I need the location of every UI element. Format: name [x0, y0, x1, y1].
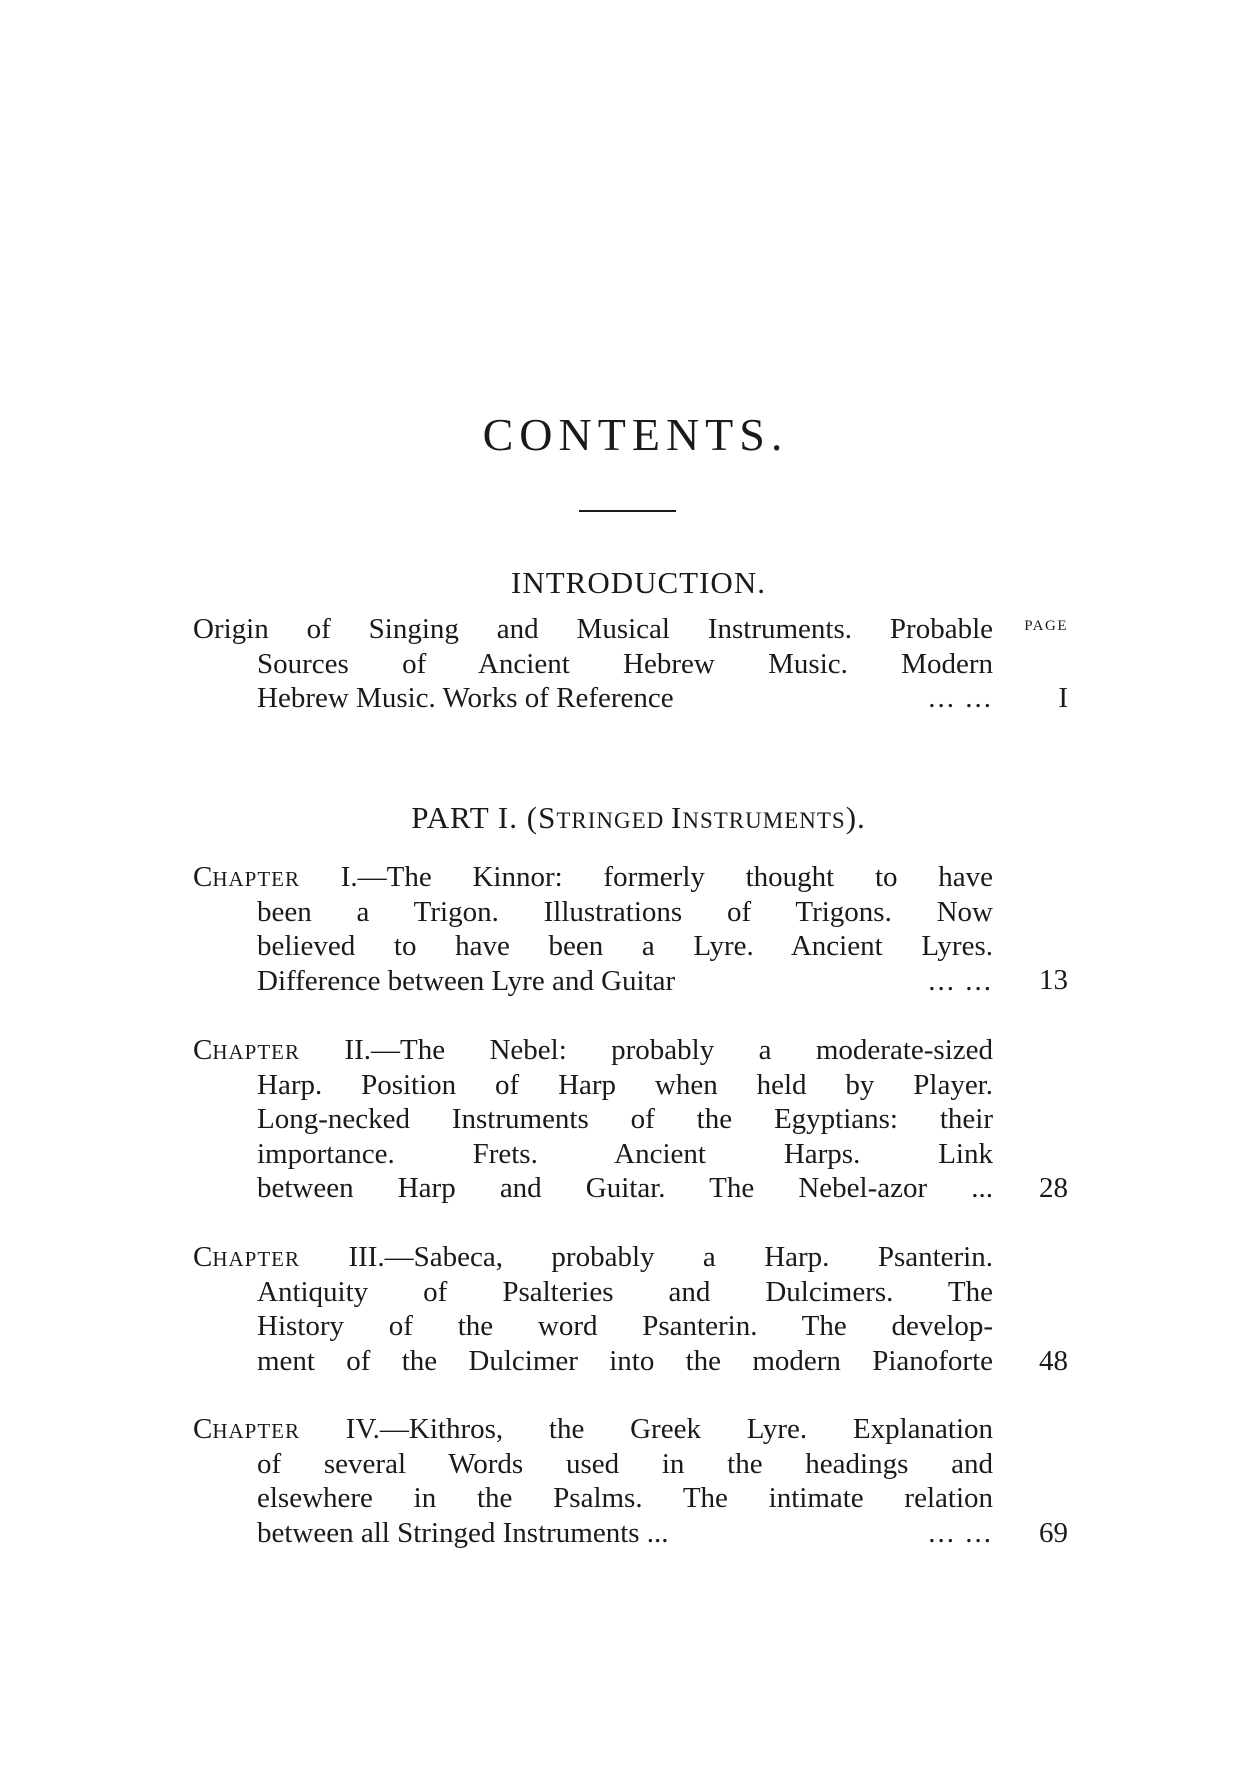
entry-line: been a Trigon. Illustrations of Trigons. Now: [257, 895, 993, 928]
entry-line: Long-necked Instruments of the Egyptians: their: [257, 1103, 993, 1135]
part-heading-nstruments: NSTRUMENTS: [682, 808, 846, 833]
chapter-label-initial: C: [193, 1413, 213, 1445]
entry-line: believed to have been a Lyre. Ancient Lyres.: [257, 930, 993, 962]
chapter-label-rest: HAPTER: [212, 1419, 301, 1443]
entry-line: Origin of Singing and Musical Instruments. Probable: [193, 613, 993, 645]
chapter-label-rest: HAPTER: [212, 1247, 301, 1271]
entry-line-text: Hebrew Music. Works of Reference: [257, 682, 674, 714]
entry-last-line: ment of the Dulcimer into the modern Pianoforte: [257, 1344, 993, 1377]
part-heading-prefix: PART I. (: [411, 800, 539, 835]
chapter-three-page-number: 48: [1039, 1345, 1068, 1377]
entry-first-line: [193, 1412, 993, 1447]
introduction-page-number: I: [1058, 682, 1068, 714]
chapter-three-entry: [193, 1240, 993, 1378]
leader-dots: ... ...: [928, 682, 993, 714]
chapter-one-page-number: 13: [1039, 964, 1068, 996]
chapter-label-initial: C: [193, 1034, 213, 1066]
part-one-heading: [0, 800, 1259, 836]
entry-line: History of the word Psanterin. The develop-: [257, 1310, 993, 1342]
entry-last-line: [193, 1516, 993, 1551]
part-heading-i: I: [671, 800, 683, 835]
title-rule: [579, 510, 676, 512]
chapter-four-entry: [193, 1412, 993, 1550]
leader-dots: ... ...: [928, 964, 993, 997]
entry-line: Antiquity of Psalteries and Dulcimers. The: [257, 1275, 993, 1308]
entry-first-line: [193, 860, 993, 895]
entry-line: Sources of Ancient Hebrew Music. Modern: [257, 647, 993, 680]
chapter-label-initial: C: [193, 1241, 213, 1273]
introduction-entry: [193, 612, 993, 716]
chapter-label-rest: HAPTER: [212, 1040, 301, 1064]
entry-last-line: between Harp and Guitar. The Nebel-azor ...: [257, 1172, 993, 1204]
entry-first-line: [193, 1240, 993, 1275]
leader-dots: ... ...: [928, 1516, 993, 1549]
entry-last-line: [193, 681, 993, 716]
chapter-four-page-number: 69: [1039, 1517, 1068, 1549]
page-column-label: PAGE: [1024, 618, 1068, 634]
chapter-two-entry: [193, 1033, 993, 1206]
entry-line-text: between all Stringed Instruments ...: [257, 1516, 669, 1549]
part-heading-s: S: [538, 800, 557, 835]
chapter-one-entry: [193, 860, 993, 998]
entry-line: Harp. Position of Harp when held by Player.: [257, 1068, 993, 1101]
entry-line: elsewhere in the Psalms. The intimate relation: [257, 1482, 993, 1514]
entry-line-text: I.—The Kinnor: formerly thought to have: [340, 861, 993, 893]
chapter-two-page-number: 28: [1039, 1172, 1068, 1204]
entry-line-text: III.—Sabeca, probably a Harp. Psanterin.: [348, 1241, 993, 1273]
entry-last-line: [193, 964, 993, 999]
part-heading-suffix: ).: [845, 800, 866, 835]
entry-line-text: Difference between Lyre and Guitar: [257, 964, 676, 997]
entry-line-text: IV.—Kithros, the Greek Lyre. Explanation: [345, 1413, 994, 1445]
page-title: CONTENTS.: [482, 409, 789, 460]
chapter-label-initial: C: [193, 861, 213, 893]
introduction-heading: INTRODUCTION.: [511, 565, 766, 600]
entry-line: of several Words used in the headings and: [257, 1447, 993, 1480]
entry-first-line: [193, 1033, 993, 1068]
part-heading-tringed: TRINGED: [556, 808, 672, 833]
entry-line-text: II.—The Nebel: probably a moderate-sized: [344, 1034, 993, 1066]
entry-line: importance. Frets. Ancient Harps. Link: [257, 1137, 993, 1170]
chapter-label-rest: HAPTER: [212, 867, 301, 891]
